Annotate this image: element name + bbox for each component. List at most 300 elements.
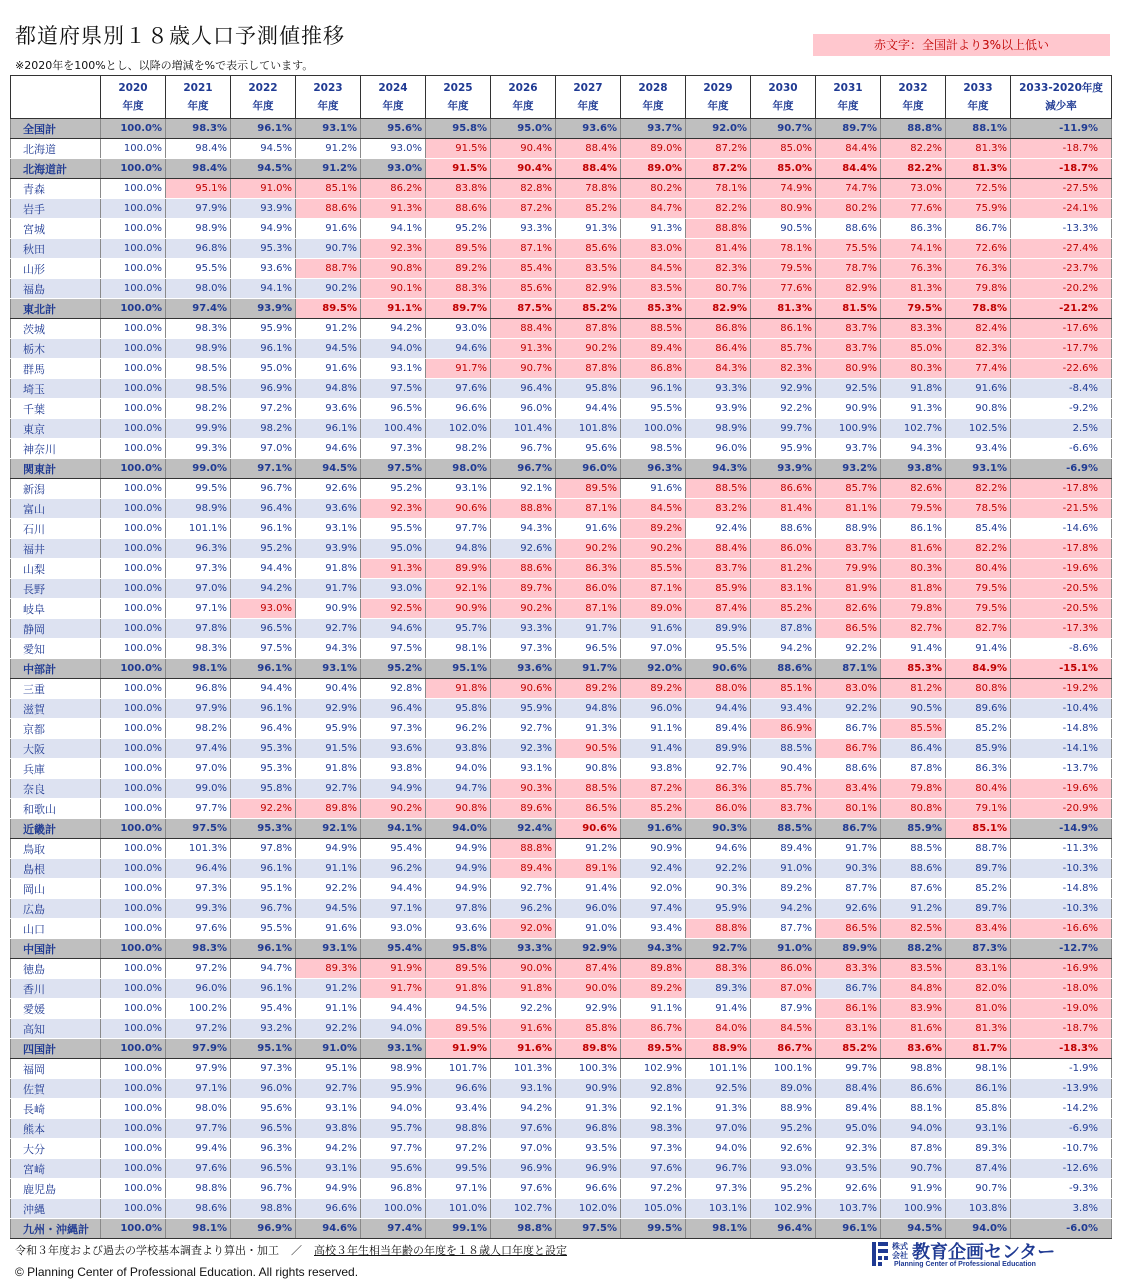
value-cell: 98.8% (231, 1199, 296, 1219)
value-cell: 89.7% (946, 899, 1011, 919)
value-cell: 94.2% (751, 899, 816, 919)
value-cell: 92.2% (751, 399, 816, 419)
region-name: 福島 (11, 279, 101, 299)
value-cell: 79.5% (751, 259, 816, 279)
value-cell: 98.0% (166, 1099, 231, 1119)
value-cell: 85.8% (946, 1099, 1011, 1119)
value-cell: 80.2% (816, 199, 881, 219)
value-cell: 86.1% (751, 319, 816, 339)
decrease-rate-cell: -19.2% (1011, 679, 1112, 699)
value-cell: 93.9% (296, 539, 361, 559)
region-name: 滋賀 (11, 699, 101, 719)
value-cell: 95.2% (231, 539, 296, 559)
table-row (11, 239, 1112, 259)
region-name: 九州・沖縄計 (11, 1219, 101, 1239)
region-name: 宮崎 (11, 1159, 101, 1179)
value-cell: 97.3% (166, 559, 231, 579)
value-cell: 98.0% (426, 459, 491, 479)
value-cell: 93.6% (556, 119, 621, 139)
value-cell: 94.1% (231, 279, 296, 299)
value-cell: 101.3% (491, 1059, 556, 1079)
value-cell: 89.4% (751, 839, 816, 859)
value-cell: 100.0% (101, 559, 166, 579)
value-cell: 88.6% (816, 219, 881, 239)
value-cell: 100.0% (101, 859, 166, 879)
page-title: 都道府県別１８歳人口予測値推移 (15, 24, 345, 48)
column-header-bottom: 年度 (122, 100, 144, 112)
value-cell: 81.7% (946, 1039, 1011, 1059)
value-cell: 93.2% (816, 459, 881, 479)
value-cell: 79.5% (946, 579, 1011, 599)
value-cell: 94.0% (426, 819, 491, 839)
region-name: 香川 (11, 979, 101, 999)
value-cell: 85.1% (751, 679, 816, 699)
value-cell: 105.0% (621, 1199, 686, 1219)
value-cell: 89.0% (621, 139, 686, 159)
value-cell: 91.7% (556, 659, 621, 679)
value-cell: 95.7% (426, 619, 491, 639)
region-name: 神奈川 (11, 439, 101, 459)
table-row (11, 999, 1112, 1019)
value-cell: 94.6% (686, 839, 751, 859)
value-cell: 82.0% (946, 979, 1011, 999)
value-cell: 88.8% (686, 219, 751, 239)
value-cell: 100.0% (101, 1019, 166, 1039)
value-cell: 100.0% (101, 499, 166, 519)
value-cell: 74.7% (816, 179, 881, 199)
value-cell: 85.2% (946, 879, 1011, 899)
value-cell: 89.9% (816, 939, 881, 959)
decrease-rate-cell: -17.8% (1011, 539, 1112, 559)
value-cell: 79.8% (946, 279, 1011, 299)
value-cell: 89.9% (686, 619, 751, 639)
value-cell: 99.4% (166, 1139, 231, 1159)
value-cell: 74.9% (751, 179, 816, 199)
value-cell: 89.3% (296, 959, 361, 979)
value-cell: 91.2% (296, 159, 361, 179)
decrease-rate-cell: -11.3% (1011, 839, 1112, 859)
value-cell: 94.3% (686, 459, 751, 479)
value-cell: 98.3% (166, 119, 231, 139)
value-cell: 91.6% (621, 619, 686, 639)
region-name: 四国計 (11, 1039, 101, 1059)
table-row (11, 639, 1112, 659)
value-cell: 87.1% (556, 499, 621, 519)
value-cell: 97.9% (166, 199, 231, 219)
value-cell: 98.9% (686, 419, 751, 439)
value-cell: 85.7% (816, 479, 881, 499)
value-cell: 98.5% (166, 359, 231, 379)
region-name: 中部計 (11, 659, 101, 679)
decrease-rate-cell: -9.3% (1011, 1179, 1112, 1199)
value-cell: 91.6% (491, 1039, 556, 1059)
value-cell: 85.0% (751, 159, 816, 179)
value-cell: 86.7% (816, 739, 881, 759)
region-name: 山梨 (11, 559, 101, 579)
value-cell: 93.0% (361, 139, 426, 159)
value-cell: 92.7% (296, 779, 361, 799)
value-cell: 85.0% (751, 139, 816, 159)
column-header-bottom: 年度 (382, 100, 404, 112)
value-cell: 98.4% (166, 139, 231, 159)
value-cell: 97.9% (166, 699, 231, 719)
decrease-rate-cell: -12.6% (1011, 1159, 1112, 1179)
value-cell: 93.5% (816, 1159, 881, 1179)
value-cell: 91.8% (426, 679, 491, 699)
value-cell: 96.7% (686, 1159, 751, 1179)
value-cell: 100.0% (101, 999, 166, 1019)
value-cell: 86.3% (556, 559, 621, 579)
value-cell: 94.7% (426, 779, 491, 799)
value-cell: 84.9% (946, 659, 1011, 679)
value-cell: 101.0% (426, 1199, 491, 1219)
value-cell: 96.0% (491, 399, 556, 419)
subtotal-row (11, 459, 1112, 479)
decrease-rate-cell: -14.8% (1011, 879, 1112, 899)
value-cell: 83.4% (816, 779, 881, 799)
value-cell: 87.1% (556, 599, 621, 619)
table-row (11, 519, 1112, 539)
value-cell: 87.5% (491, 299, 556, 319)
value-cell: 96.0% (556, 459, 621, 479)
value-cell: 88.6% (751, 659, 816, 679)
value-cell: 81.1% (816, 499, 881, 519)
value-cell: 99.0% (166, 779, 231, 799)
decrease-rate-cell: -1.9% (1011, 1059, 1112, 1079)
value-cell: 95.3% (231, 239, 296, 259)
value-cell: 93.9% (686, 399, 751, 419)
value-cell: 79.9% (816, 559, 881, 579)
value-cell: 95.5% (231, 919, 296, 939)
value-cell: 80.2% (621, 179, 686, 199)
value-cell: 98.8% (881, 1059, 946, 1079)
value-cell: 82.7% (881, 619, 946, 639)
value-cell: 83.1% (816, 1019, 881, 1039)
value-cell: 92.9% (556, 939, 621, 959)
value-cell: 85.4% (491, 259, 556, 279)
value-cell: 78.1% (751, 239, 816, 259)
decrease-rate-cell: -18.7% (1011, 139, 1112, 159)
value-cell: 90.8% (946, 399, 1011, 419)
decrease-rate-cell: -10.7% (1011, 1139, 1112, 1159)
region-name: 島根 (11, 859, 101, 879)
value-cell: 97.0% (491, 1139, 556, 1159)
value-cell: 96.0% (231, 1079, 296, 1099)
table-row (11, 1059, 1112, 1079)
value-cell: 96.7% (231, 899, 296, 919)
value-cell: 81.8% (881, 579, 946, 599)
value-cell: 97.1% (166, 599, 231, 619)
value-cell: 93.6% (426, 919, 491, 939)
value-cell: 87.4% (556, 959, 621, 979)
value-cell: 84.8% (881, 979, 946, 999)
decrease-rate-cell: -21.2% (1011, 299, 1112, 319)
value-cell: 91.0% (556, 919, 621, 939)
decrease-rate-cell: -15.1% (1011, 659, 1112, 679)
value-cell: 98.9% (361, 1059, 426, 1079)
value-cell: 90.2% (556, 339, 621, 359)
value-cell: 88.9% (816, 519, 881, 539)
value-cell: 96.1% (231, 859, 296, 879)
value-cell: 97.1% (166, 1079, 231, 1099)
decrease-rate-cell: -19.6% (1011, 779, 1112, 799)
region-name: 秋田 (11, 239, 101, 259)
value-cell: 89.7% (946, 859, 1011, 879)
value-cell: 96.4% (231, 499, 296, 519)
region-name: 青森 (11, 179, 101, 199)
value-cell: 95.9% (231, 319, 296, 339)
value-cell: 81.2% (881, 679, 946, 699)
value-cell: 94.4% (361, 999, 426, 1019)
value-cell: 94.1% (361, 819, 426, 839)
decrease-rate-cell: -20.5% (1011, 599, 1112, 619)
value-cell: 97.4% (361, 1219, 426, 1239)
value-cell: 82.3% (686, 259, 751, 279)
column-header (556, 76, 621, 119)
value-cell: 98.6% (166, 1199, 231, 1219)
value-cell: 91.0% (751, 939, 816, 959)
table-row (11, 359, 1112, 379)
value-cell: 93.1% (296, 1159, 361, 1179)
value-cell: 97.2% (621, 1179, 686, 1199)
value-cell: 88.4% (491, 319, 556, 339)
value-cell: 89.0% (751, 1079, 816, 1099)
value-cell: 95.4% (361, 939, 426, 959)
value-cell: 100.0% (101, 199, 166, 219)
value-cell: 87.2% (686, 159, 751, 179)
value-cell: 81.4% (686, 239, 751, 259)
region-name: 愛媛 (11, 999, 101, 1019)
value-cell: 96.1% (231, 699, 296, 719)
region-name: 全国計 (11, 119, 101, 139)
value-cell: 87.7% (751, 919, 816, 939)
legend-box: 赤文字：全国計より3%以上低い (813, 34, 1110, 56)
value-cell: 100.0% (101, 979, 166, 999)
value-cell: 86.7% (946, 219, 1011, 239)
value-cell: 93.4% (621, 919, 686, 939)
value-cell: 95.2% (751, 1179, 816, 1199)
value-cell: 94.2% (751, 639, 816, 659)
value-cell: 72.5% (946, 179, 1011, 199)
region-name: 近畿計 (11, 819, 101, 839)
value-cell: 91.3% (491, 339, 556, 359)
value-cell: 90.4% (491, 159, 556, 179)
value-cell: 100.0% (101, 899, 166, 919)
table-row (11, 1199, 1112, 1219)
value-cell: 97.5% (361, 379, 426, 399)
decrease-rate-cell: -14.9% (1011, 819, 1112, 839)
region-name: 高知 (11, 1019, 101, 1039)
value-cell: 94.0% (426, 759, 491, 779)
value-cell: 94.4% (556, 399, 621, 419)
decrease-rate-cell: -14.2% (1011, 1099, 1112, 1119)
value-cell: 96.1% (296, 419, 361, 439)
value-cell: 91.3% (621, 219, 686, 239)
value-cell: 100.0% (101, 1139, 166, 1159)
decrease-rate-cell: -6.9% (1011, 459, 1112, 479)
column-header-top: 2022 (248, 82, 278, 94)
value-cell: 101.8% (556, 419, 621, 439)
value-cell: 85.3% (621, 299, 686, 319)
value-cell: 85.6% (491, 279, 556, 299)
value-cell: 96.4% (231, 719, 296, 739)
value-cell: 94.0% (361, 1019, 426, 1039)
value-cell: 96.5% (361, 399, 426, 419)
value-cell: 90.9% (621, 839, 686, 859)
value-cell: 83.2% (686, 499, 751, 519)
value-cell: 93.1% (946, 1119, 1011, 1139)
value-cell: 88.8% (491, 839, 556, 859)
value-cell: 93.0% (361, 159, 426, 179)
region-name: 岐阜 (11, 599, 101, 619)
value-cell: 75.9% (946, 199, 1011, 219)
value-cell: 82.3% (751, 359, 816, 379)
value-cell: 86.0% (556, 579, 621, 599)
value-cell: 100.0% (101, 579, 166, 599)
value-cell: 97.2% (166, 1019, 231, 1039)
column-header-bottom: 年度 (187, 100, 209, 112)
value-cell: 100.0% (101, 459, 166, 479)
value-cell: 91.1% (621, 999, 686, 1019)
column-header-top: 2021 (183, 82, 213, 94)
region-name: 福岡 (11, 1059, 101, 1079)
value-cell: 78.1% (686, 179, 751, 199)
value-cell: 102.9% (751, 1199, 816, 1219)
value-cell: 88.4% (556, 139, 621, 159)
value-cell: 91.0% (751, 859, 816, 879)
value-cell: 97.3% (621, 1139, 686, 1159)
value-cell: 94.9% (231, 219, 296, 239)
value-cell: 100.0% (101, 819, 166, 839)
value-cell: 99.5% (621, 1219, 686, 1239)
region-name: 京都 (11, 719, 101, 739)
value-cell: 86.7% (816, 719, 881, 739)
value-cell: 100.0% (101, 599, 166, 619)
value-cell: 100.0% (101, 319, 166, 339)
value-cell: 89.6% (946, 699, 1011, 719)
value-cell: 94.9% (361, 779, 426, 799)
value-cell: 97.4% (166, 299, 231, 319)
value-cell: 95.2% (361, 659, 426, 679)
value-cell: 79.5% (881, 299, 946, 319)
region-name: 北海道計 (11, 159, 101, 179)
value-cell: 89.8% (621, 959, 686, 979)
value-cell: 97.3% (361, 439, 426, 459)
column-header-bottom: 年度 (642, 100, 664, 112)
table-row (11, 719, 1112, 739)
value-cell: 100.0% (101, 1199, 166, 1219)
value-cell: 92.3% (361, 239, 426, 259)
value-cell: 86.8% (621, 359, 686, 379)
value-cell: 100.2% (166, 999, 231, 1019)
value-cell: 95.4% (231, 999, 296, 1019)
value-cell: 84.3% (686, 359, 751, 379)
value-cell: 98.9% (166, 339, 231, 359)
value-cell: 94.2% (491, 1099, 556, 1119)
value-cell: 94.9% (296, 1179, 361, 1199)
value-cell: 91.7% (361, 979, 426, 999)
value-cell: 91.4% (946, 639, 1011, 659)
value-cell: 95.8% (231, 779, 296, 799)
value-cell: 88.7% (296, 259, 361, 279)
subtotal-row (11, 939, 1112, 959)
value-cell: 96.9% (556, 1159, 621, 1179)
value-cell: 88.5% (686, 479, 751, 499)
value-cell: 96.1% (621, 379, 686, 399)
column-header (881, 76, 946, 119)
value-cell: 97.7% (426, 519, 491, 539)
decrease-rate-cell: -16.9% (1011, 959, 1112, 979)
value-cell: 100.0% (101, 419, 166, 439)
value-cell: 101.1% (686, 1059, 751, 1079)
value-cell: 90.7% (881, 1159, 946, 1179)
value-cell: 88.5% (751, 739, 816, 759)
value-cell: 93.8% (296, 1119, 361, 1139)
value-cell: 90.7% (491, 359, 556, 379)
value-cell: 96.8% (361, 1179, 426, 1199)
table-row (11, 739, 1112, 759)
value-cell: 84.0% (686, 1019, 751, 1039)
value-cell: 92.2% (686, 859, 751, 879)
header-row (11, 76, 1112, 119)
table-row (11, 559, 1112, 579)
value-cell: 100.0% (101, 939, 166, 959)
value-cell: 100.0% (101, 359, 166, 379)
value-cell: 94.9% (296, 839, 361, 859)
value-cell: 96.6% (426, 399, 491, 419)
value-cell: 89.9% (426, 559, 491, 579)
value-cell: 99.5% (426, 1159, 491, 1179)
decrease-rate-cell: -22.6% (1011, 359, 1112, 379)
value-cell: 82.7% (946, 619, 1011, 639)
value-cell: 88.5% (881, 839, 946, 859)
decrease-rate-cell: -27.5% (1011, 179, 1112, 199)
value-cell: 88.8% (686, 919, 751, 939)
value-cell: 91.0% (231, 179, 296, 199)
value-cell: 95.0% (816, 1119, 881, 1139)
value-cell: 92.0% (621, 879, 686, 899)
value-cell: 80.1% (816, 799, 881, 819)
decrease-rate-cell: 3.8% (1011, 1199, 1112, 1219)
value-cell: 96.5% (556, 639, 621, 659)
value-cell: 97.3% (361, 719, 426, 739)
value-cell: 93.1% (296, 1099, 361, 1119)
value-cell: 89.5% (296, 299, 361, 319)
value-cell: 82.3% (946, 339, 1011, 359)
table-row (11, 1119, 1112, 1139)
value-cell: 86.1% (881, 519, 946, 539)
subtotal-row (11, 299, 1112, 319)
value-cell: 89.8% (556, 1039, 621, 1059)
decrease-rate-cell: -11.9% (1011, 119, 1112, 139)
value-cell: 85.2% (556, 299, 621, 319)
value-cell: 100.0% (101, 259, 166, 279)
table-row (11, 839, 1112, 859)
value-cell: 83.3% (881, 319, 946, 339)
value-cell: 73.0% (881, 179, 946, 199)
value-cell: 99.3% (166, 439, 231, 459)
value-cell: 97.0% (231, 439, 296, 459)
value-cell: 97.6% (166, 1159, 231, 1179)
column-header (816, 76, 881, 119)
value-cell: 91.7% (816, 839, 881, 859)
value-cell: 92.0% (621, 659, 686, 679)
value-cell: 94.4% (361, 879, 426, 899)
value-cell: 91.6% (296, 919, 361, 939)
value-cell: 93.3% (491, 619, 556, 639)
value-cell: 90.6% (686, 659, 751, 679)
value-cell: 94.9% (426, 839, 491, 859)
